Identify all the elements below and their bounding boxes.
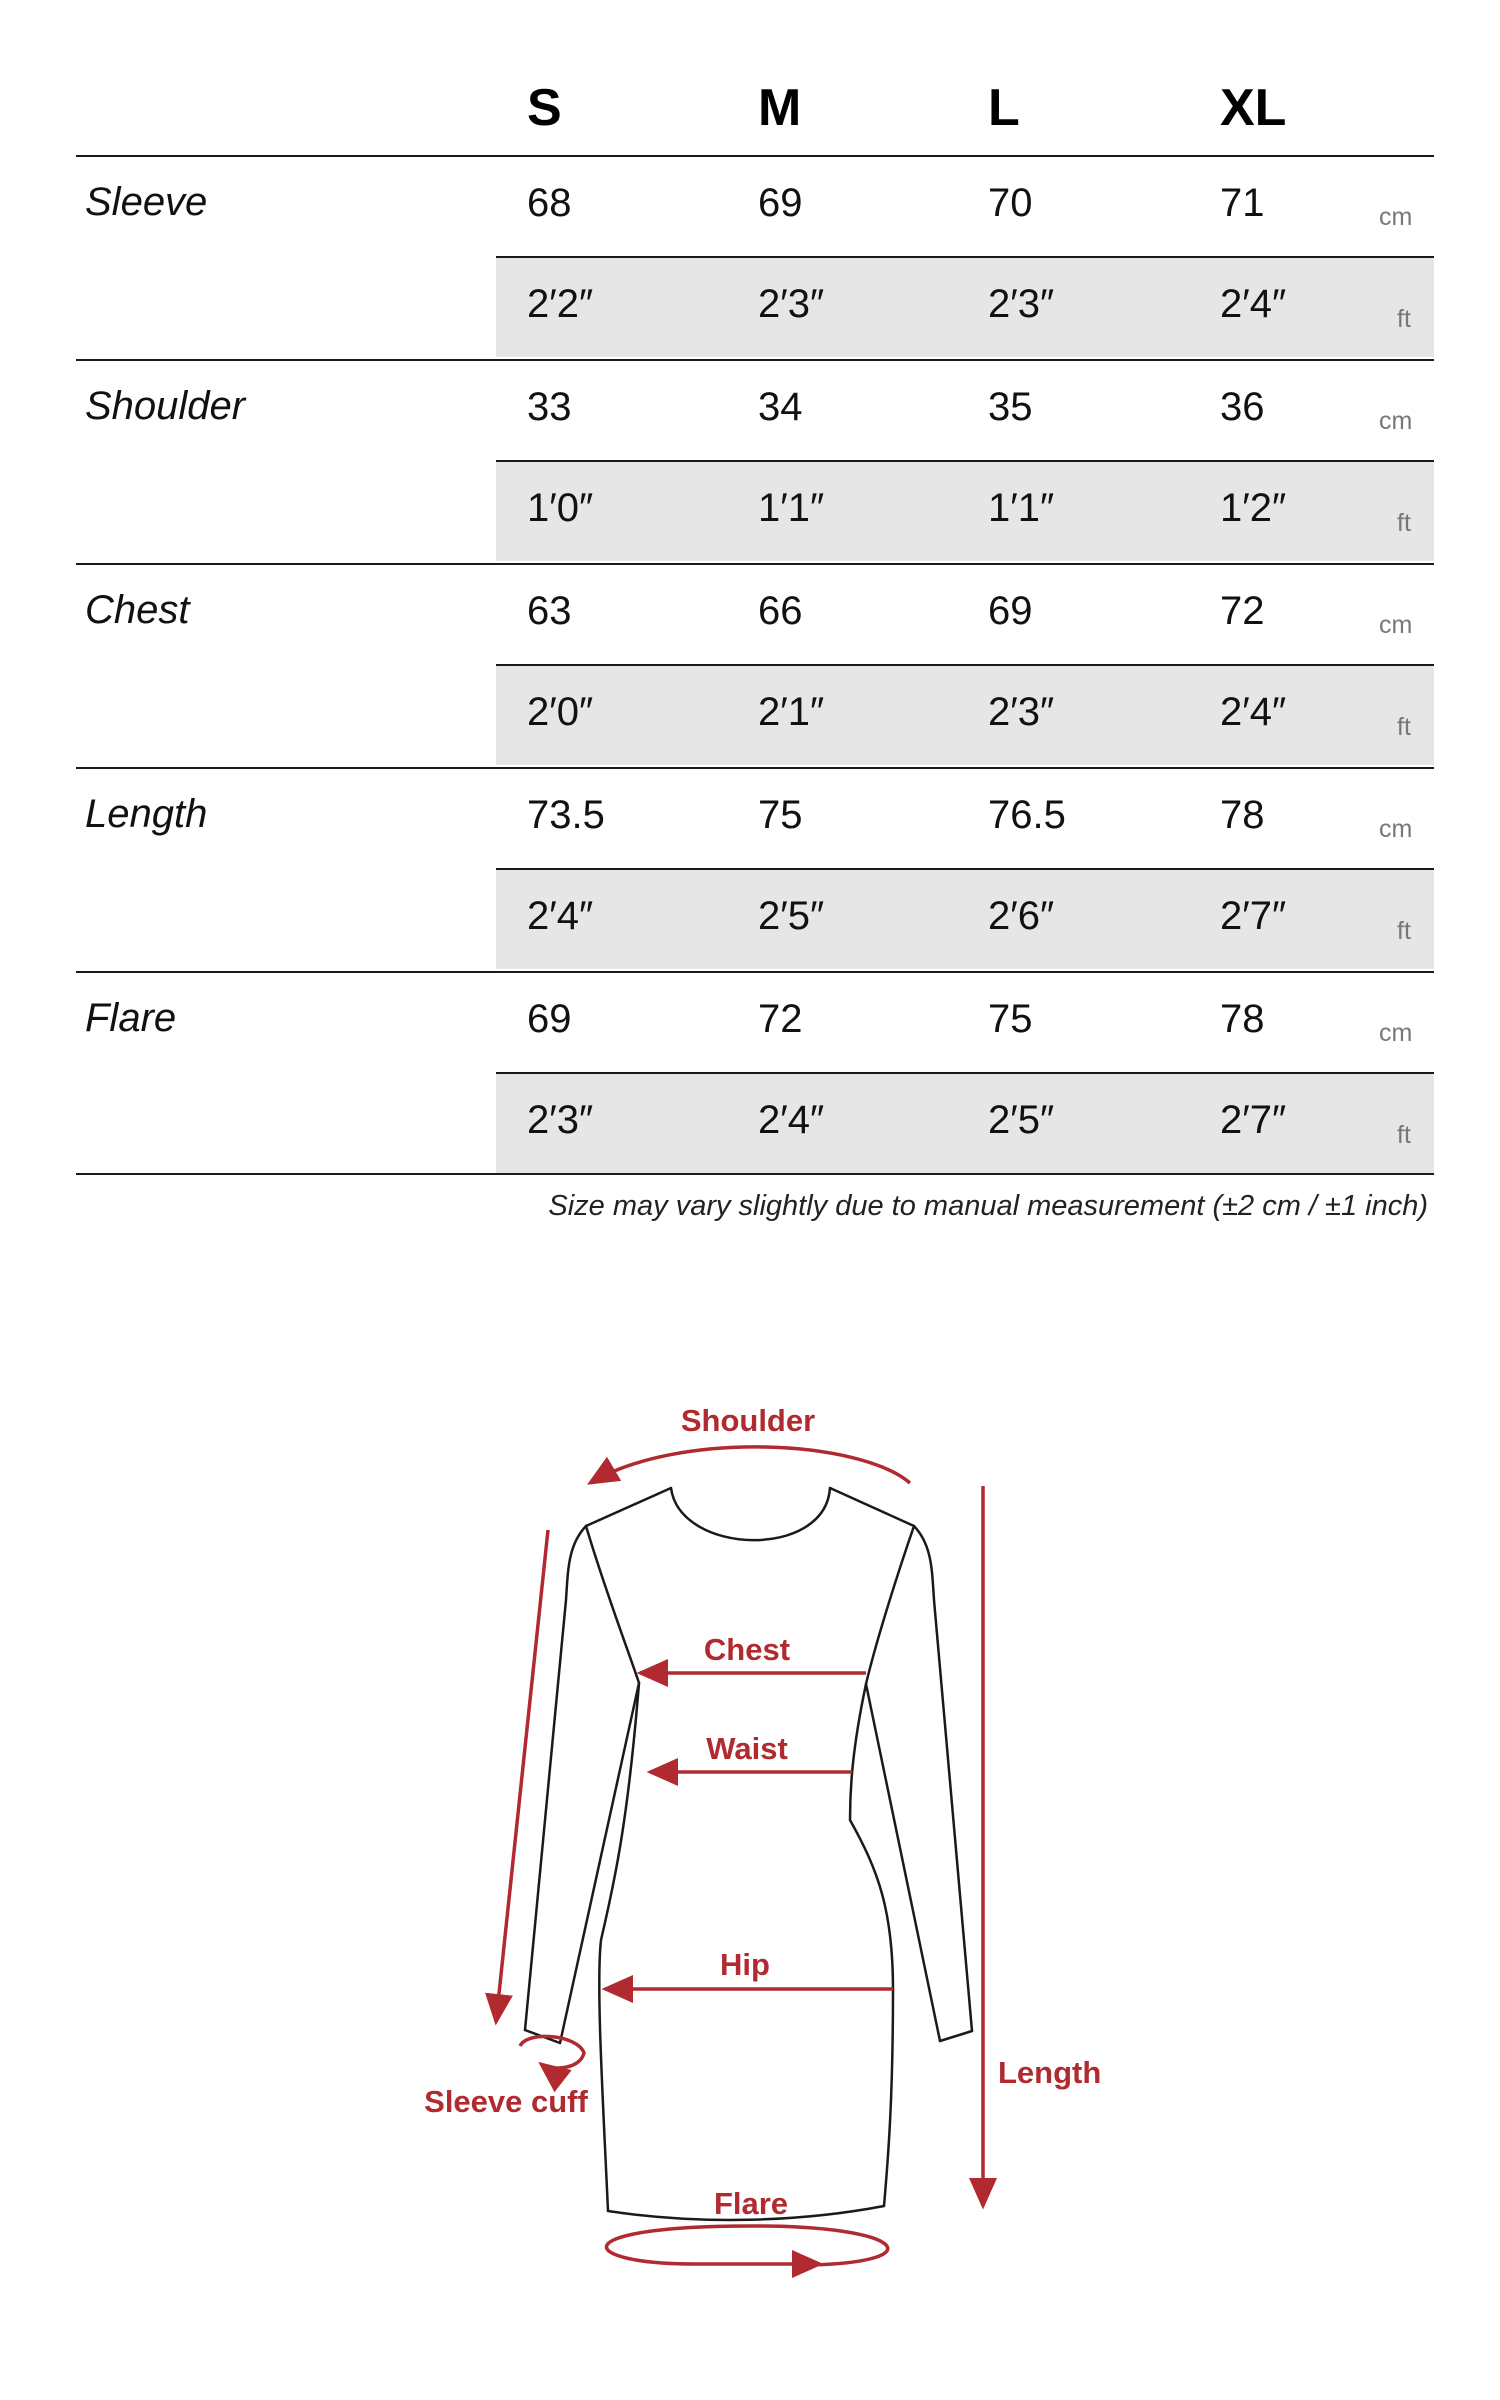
size-header-m: M xyxy=(758,79,802,137)
cm-value: 75 xyxy=(758,793,803,837)
unit-ft-label: ft xyxy=(1397,509,1411,537)
ft-value: 2′1″ xyxy=(758,690,825,734)
sleeve-cuff-label: Sleeve cuff xyxy=(424,2084,588,2119)
unit-cm-label: cm xyxy=(1379,407,1413,435)
ft-value: 2′5″ xyxy=(988,1098,1055,1142)
cm-value: 78 xyxy=(1220,793,1265,837)
flare-label: Flare xyxy=(713,2186,789,2221)
right-shoulder-seam xyxy=(830,1488,914,1526)
size-header-xl: XL xyxy=(1220,79,1287,137)
unit-ft-label: ft xyxy=(1397,917,1411,945)
ft-value: 1′0″ xyxy=(527,486,594,530)
row-label: Chest xyxy=(85,588,190,632)
ft-value: 2′7″ xyxy=(1220,894,1287,938)
flare-arrow xyxy=(607,2226,888,2265)
cm-value: 76.5 xyxy=(988,793,1066,837)
cm-value: 78 xyxy=(1220,997,1265,1041)
cm-value: 72 xyxy=(758,997,803,1041)
ft-value: 2′3″ xyxy=(988,282,1055,326)
cm-value: 33 xyxy=(527,385,572,429)
size-header-s: S xyxy=(527,79,562,137)
ft-value: 1′1″ xyxy=(758,486,825,530)
cm-value: 73.5 xyxy=(527,793,605,837)
ft-value: 2′4″ xyxy=(1220,690,1287,734)
cm-value: 63 xyxy=(527,589,572,633)
cm-value: 35 xyxy=(988,385,1033,429)
cm-value: 69 xyxy=(527,997,572,1041)
imperial-row-band xyxy=(496,1073,1434,1173)
ft-value: 2′3″ xyxy=(758,282,825,326)
table-bottom-rule xyxy=(76,1173,1434,1175)
row-mid-rule xyxy=(496,868,1434,870)
row-top-rule xyxy=(76,155,1434,157)
row-label: Sleeve xyxy=(85,180,208,224)
row-mid-rule xyxy=(496,1072,1434,1074)
cm-value: 34 xyxy=(758,385,803,429)
imperial-row-band xyxy=(496,461,1434,561)
ft-value: 2′3″ xyxy=(527,1098,594,1142)
row-top-rule xyxy=(76,563,1434,565)
imperial-row-band xyxy=(496,257,1434,357)
cm-value: 72 xyxy=(1220,589,1265,633)
unit-ft-label: ft xyxy=(1397,1121,1411,1149)
cm-value: 66 xyxy=(758,589,803,633)
ft-value: 2′4″ xyxy=(527,894,594,938)
row-label: Length xyxy=(85,792,208,836)
row-label: Flare xyxy=(85,996,177,1040)
size-header-l: L xyxy=(988,79,1020,137)
left-shoulder-seam xyxy=(586,1488,671,1526)
hip-label: Hip xyxy=(720,1947,770,1982)
ft-value: 2′3″ xyxy=(988,690,1055,734)
ft-value: 2′4″ xyxy=(1220,282,1287,326)
row-mid-rule xyxy=(496,664,1434,666)
unit-ft-label: ft xyxy=(1397,713,1411,741)
unit-cm-label: cm xyxy=(1379,1019,1413,1047)
shoulder-label: Shoulder xyxy=(680,1403,816,1438)
left-sleeve-outer xyxy=(525,1526,586,2030)
cm-value: 75 xyxy=(988,997,1033,1041)
row-top-rule xyxy=(76,971,1434,973)
sleeve-arrow xyxy=(496,1530,548,2022)
waist-label: Waist xyxy=(706,1731,788,1766)
left-side-seam xyxy=(586,1526,639,2211)
row-mid-rule xyxy=(496,256,1434,258)
ft-value: 2′4″ xyxy=(758,1098,825,1142)
ft-value: 2′2″ xyxy=(527,282,594,326)
dress-outline xyxy=(525,1488,972,2220)
ft-value: 1′2″ xyxy=(1220,486,1287,530)
right-sleeve-cuff xyxy=(940,2031,972,2041)
cm-value: 70 xyxy=(988,181,1033,225)
unit-cm-label: cm xyxy=(1379,203,1413,231)
unit-cm-label: cm xyxy=(1379,611,1413,639)
unit-ft-label: ft xyxy=(1397,305,1411,333)
cm-value: 69 xyxy=(988,589,1033,633)
chest-label: Chest xyxy=(703,1632,791,1667)
cm-value: 69 xyxy=(758,181,803,225)
row-mid-rule xyxy=(496,460,1434,462)
neckline xyxy=(671,1488,830,1540)
measurement-diagram xyxy=(0,1340,1500,2400)
measurement-note: Size may vary slightly due to manual measurement (±2 cm / ±1 inch) xyxy=(548,1190,1428,1222)
row-top-rule xyxy=(76,767,1434,769)
ft-value: 2′5″ xyxy=(758,894,825,938)
row-label: Shoulder xyxy=(85,384,246,428)
ft-value: 2′6″ xyxy=(988,894,1055,938)
ft-value: 1′1″ xyxy=(988,486,1055,530)
imperial-row-band xyxy=(496,869,1434,969)
cm-value: 71 xyxy=(1220,181,1265,225)
row-top-rule xyxy=(76,359,1434,361)
imperial-row-band xyxy=(496,665,1434,765)
cm-value: 36 xyxy=(1220,385,1265,429)
ft-value: 2′0″ xyxy=(527,690,594,734)
cm-value: 68 xyxy=(527,181,572,225)
length-label: Length xyxy=(998,2055,1102,2090)
unit-cm-label: cm xyxy=(1379,815,1413,843)
ft-value: 2′7″ xyxy=(1220,1098,1287,1142)
shoulder-arrow xyxy=(590,1447,910,1483)
